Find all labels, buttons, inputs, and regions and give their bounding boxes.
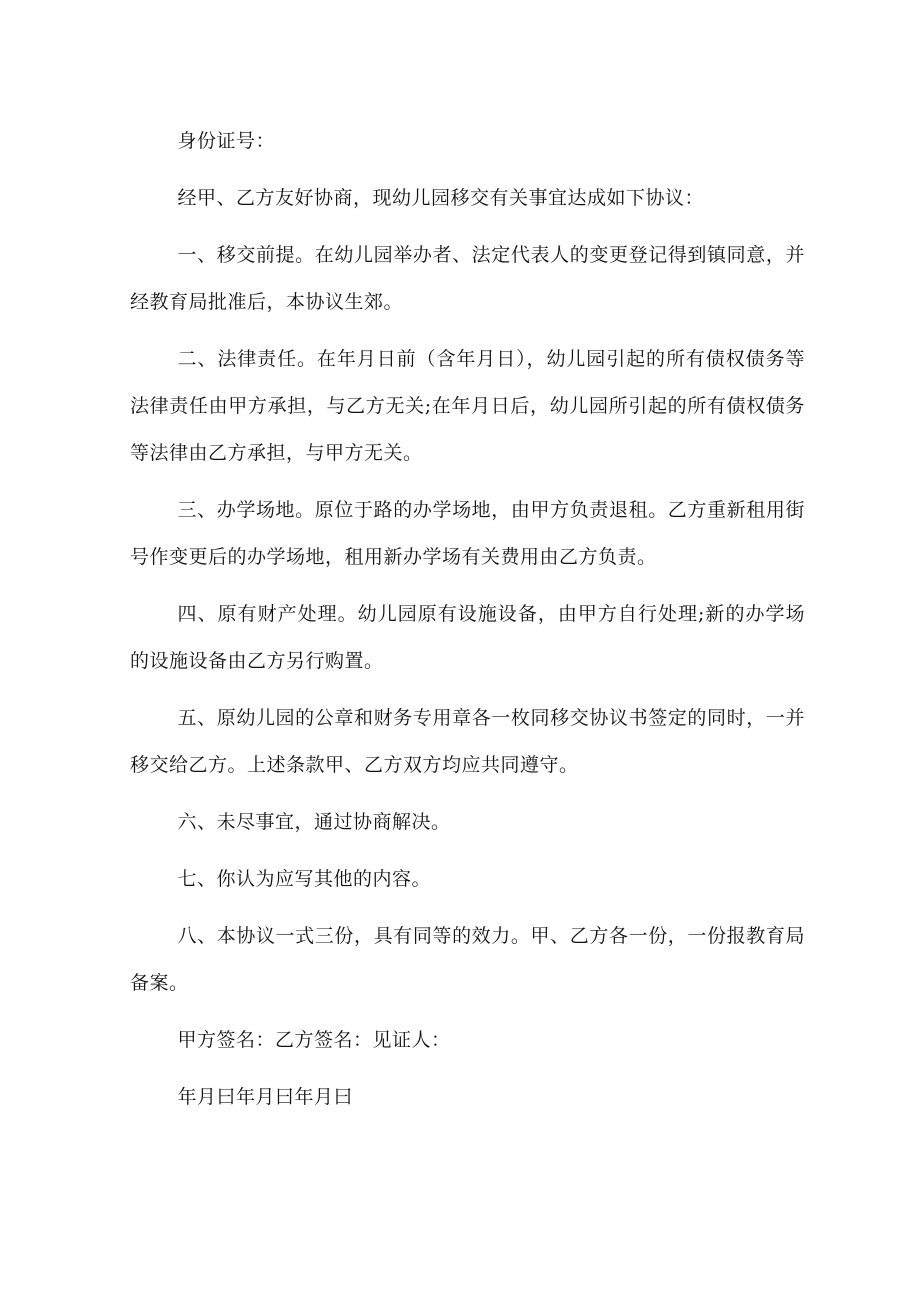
signature-line: 甲方签名：乙方签名：见证人：: [177, 1029, 451, 1051]
clause-7-other-content: 七、你认为应写其他的内容。: [177, 868, 432, 890]
date-line: 年月曰年月曰年月曰: [177, 1086, 354, 1108]
clause-8-copies: 八、本协议一式三份，具有同等的效力。甲、乙方各一份，一份报教育局备案。: [130, 925, 805, 994]
agreement-body: [130, 118, 805, 1131]
clause-4-property: 四、原有财产处理。幼儿园原有设施设备，由甲方自行处理;新的办学场的设施设备由乙方另行购置。: [130, 603, 805, 672]
id-number-line: 身份证号：: [177, 130, 276, 152]
clause-6-unresolved-matters: 六、未尽事宜，通过协商解决。: [177, 811, 451, 833]
clause-1-handover-premise: 一、移交前提。在幼儿园举办者、法定代表人的变更登记得到镇同意，并经教育局批准后，本协议生郊。: [130, 244, 805, 313]
agreement-intro: 经甲、乙方友好协商，现幼儿园移交有关事宜达成如下协议：: [177, 187, 705, 209]
clause-5-seals: 五、原幼儿园的公章和财务专用章各一枚同移交协议书签定的同时，一并移交给乙方。上述条款甲、乙方双方均应共同遵守。: [130, 707, 805, 776]
clause-3-premises: 三、办学场地。原位于路的办学场地，由甲方负责退租。乙方重新租用街号作变更后的办学场地，租用新办学场有关费用由乙方负责。: [130, 499, 805, 568]
clause-2-legal-liability: 二、法律责任。在年月日前（含年月日），幼儿园引起的所有债权债务等法律责任由甲方承担，与乙方无关;在年月日后，幼儿园所引起的所有债权债务等法律由乙方承担，与甲方无关。: [130, 348, 805, 464]
